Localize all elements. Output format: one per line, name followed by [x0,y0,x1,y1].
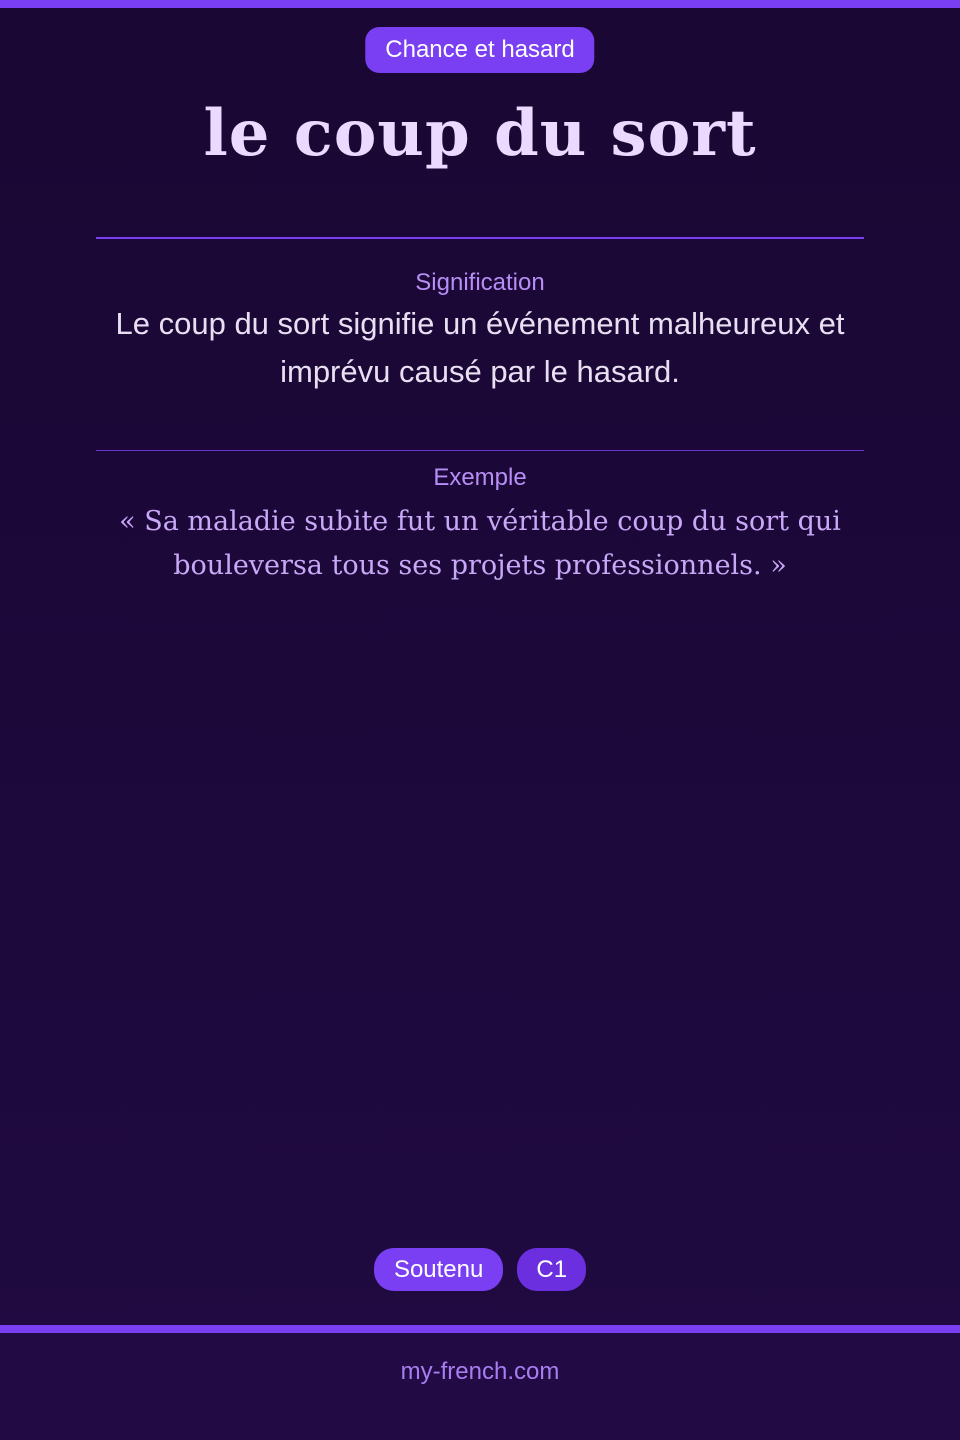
meaning-label: Signification [415,269,545,296]
example-label: Exemple [433,464,527,491]
divider [96,450,864,451]
tag-list [0,1248,960,1291]
category-badge: Chance et hasard [365,27,594,73]
register-tag: Soutenu [374,1248,503,1291]
top-accent-bar [0,0,960,8]
bottom-accent-bar [0,1325,960,1333]
site-name: my-french.com [400,1358,560,1385]
divider [96,237,864,239]
example-quote: « Sa maladie subite fut un véritable coup du sort qui bouleversa tous ses projets professionnels. » [119,506,841,581]
meaning-text: Le coup du sort signifie un événement malheureux et imprévu causé par le hasard. [115,306,845,389]
level-tag: C1 [517,1248,586,1291]
expression-title: le coup du sort [203,96,757,171]
